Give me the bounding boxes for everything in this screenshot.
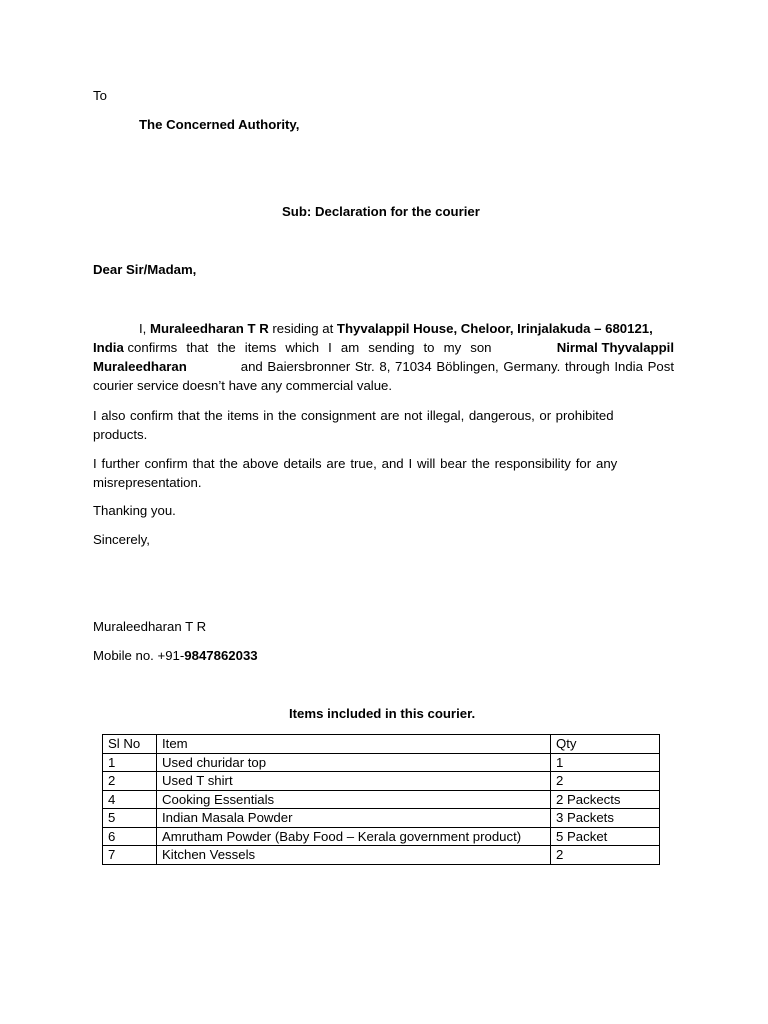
cell-item: Cooking Essentials: [157, 790, 551, 809]
cell-item: Kitchen Vessels: [157, 846, 551, 865]
cell-qty: 5 Packet: [551, 827, 660, 846]
table-row: [103, 790, 660, 809]
table-row: [103, 809, 660, 828]
paragraph-line: India confirms that the items which I am sending to my son Nirmal Thyvalappil: [93, 340, 674, 355]
mobile-number: 9847862033: [184, 648, 258, 663]
header-sl-no: Sl No: [103, 735, 157, 754]
cell-item: Amrutham Powder (Baby Food – Kerala government product): [157, 827, 551, 846]
destination-address: and Baiersbronner Str. 8, 71034 Böblingen, Germany. through India Post: [240, 359, 674, 374]
closing-line: Sincerely,: [93, 532, 150, 547]
header-qty: Qty: [551, 735, 660, 754]
declaration-paragraph: [93, 319, 674, 395]
cell-item: Used churidar top: [157, 753, 551, 772]
mobile-label: Mobile no. +91-: [93, 648, 185, 663]
table-row: [103, 753, 660, 772]
thanks-line: Thanking you.: [93, 503, 176, 518]
table-title: Items included in this courier.: [289, 706, 476, 721]
sender-address: Thyvalappil House, Cheloor, Irinjalakuda – 680121,: [336, 321, 653, 336]
sender-name: Muraleedharan T R: [150, 321, 269, 336]
cell-sl-no: 6: [103, 827, 157, 846]
signature-name: Muraleedharan T R: [93, 619, 207, 634]
confirmation-paragraph: I further confirm that the above details are true, and I will bear the responsibility for any misrepresentation.: [93, 456, 618, 490]
subject-line: Sub: Declaration for the courier: [282, 204, 480, 219]
cell-sl-no: 2: [103, 772, 157, 791]
table-row: [103, 827, 660, 846]
cell-item: Indian Masala Powder: [157, 809, 551, 828]
cell-qty: 3 Packets: [551, 809, 660, 828]
son-name-last: Muraleedharan: [93, 359, 187, 374]
paragraph-line: courier service doesn’t have any commercial value.: [93, 378, 393, 393]
cell-qty: 2: [551, 772, 660, 791]
header-item: Item: [157, 735, 551, 754]
to-label: To: [93, 88, 107, 103]
cell-sl-no: 1: [103, 753, 157, 772]
cell-qty: 1: [551, 753, 660, 772]
cell-sl-no: 7: [103, 846, 157, 865]
paragraph-line: [93, 357, 674, 376]
son-name-first: Nirmal Thyvalappil: [556, 340, 674, 355]
table-row: [103, 772, 660, 791]
cell-qty: 2: [551, 846, 660, 865]
sender-country: India: [93, 340, 124, 355]
salutation: Dear Sir/Madam,: [93, 262, 197, 277]
cell-qty: 2 Packects: [551, 790, 660, 809]
mobile-line: [93, 648, 258, 664]
paragraph-line: I, Muraleedharan T R residing at Thyvalappil House, Cheloor, Irinjalakuda – 680121,: [139, 321, 653, 336]
cell-item: Used T shirt: [157, 772, 551, 791]
legality-paragraph: I also confirm that the items in the consignment are not illegal, dangerous, or prohibited products.: [93, 408, 614, 442]
items-table: [102, 734, 660, 865]
table-header-row: [103, 735, 660, 754]
recipient: The Concerned Authority,: [139, 117, 300, 132]
table-row: [103, 846, 660, 865]
cell-sl-no: 5: [103, 809, 157, 828]
cell-sl-no: 4: [103, 790, 157, 809]
